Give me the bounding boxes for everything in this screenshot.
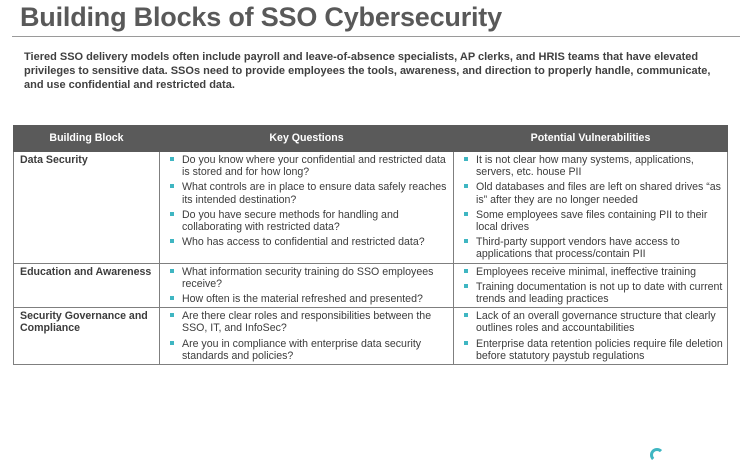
square-bullet-icon [464,157,468,161]
vulnerabilities-cell [454,152,728,264]
square-bullet-icon [464,341,468,345]
list-item: What information security training do SSO employees receive? [166,266,449,290]
list-item: Lack of an overall governance structure that clearly outlines roles and accountabilities [460,310,723,334]
square-bullet-icon [170,296,174,300]
square-bullet-icon [170,313,174,317]
square-bullet-icon [464,212,468,216]
square-bullet-icon [464,269,468,273]
building-blocks-table [13,125,728,365]
square-bullet-icon [170,212,174,216]
list-item: Employees receive minimal, ineffective training [460,266,723,278]
list-item: It is not clear how many systems, applications, servers, etc. house PII [460,154,723,178]
list-item: Are you in compliance with enterprise data security standards and policies? [166,338,449,362]
page-title: Building Blocks of SSO Cybersecurity [20,2,502,32]
list-item: Third-party support vendors have access to applications that process/contain PII [460,236,723,260]
square-bullet-icon [170,269,174,273]
square-bullet-icon [464,184,468,188]
title-divider [12,36,740,37]
block-cell: Data Security [14,152,160,264]
square-bullet-icon [170,239,174,243]
list-item: Do you have secure methods for handling and collaborating with restricted data? [166,209,449,233]
header-key-questions: Key Questions [160,126,454,152]
block-cell: Security Governance and Compliance [14,308,160,365]
vulnerabilities-cell [454,263,728,308]
table-row-education-awareness [14,263,728,308]
header-potential-vulnerabilities: Potential Vulnerabilities [454,126,728,152]
square-bullet-icon [170,157,174,161]
list-item: Are there clear roles and responsibilities between the SSO, IT, and InfoSec? [166,310,449,334]
block-cell: Education and Awareness [14,263,160,308]
list-item: Old databases and files are left on shared drives “as is” after they are no longer needed [460,181,723,205]
header-building-block: Building Block [14,126,160,152]
list-item: Training documentation is not up to date with current trends and leading practices [460,281,723,305]
square-bullet-icon [170,341,174,345]
list-item: Enterprise data retention policies require file deletion before statutory paystub regulations [460,338,723,362]
table-row-data-security [14,152,728,264]
square-bullet-icon [464,313,468,317]
list-item: Some employees save files containing PII to their local drives [460,209,723,233]
list-item: How often is the material refreshed and presented? [166,293,449,305]
square-bullet-icon [464,284,468,288]
questions-cell [160,263,454,308]
square-bullet-icon [170,184,174,188]
intro-paragraph: Tiered SSO delivery models often include payroll and leave-of-absence specialists, AP clerks, and HRIS teams that have elevated privileges to sensitive data. SSOs need to provide employees the tools, awareness, and direction to properly handle, communicate, and use confidential and restricted data. [24,51,711,91]
table-header-row [14,126,728,152]
list-item: Do you know where your confidential and restricted data is stored and for how long? [166,154,449,178]
table-row-security-governance [14,308,728,365]
questions-cell [160,308,454,365]
square-bullet-icon [464,239,468,243]
vulnerabilities-cell [454,308,728,365]
list-item: Who has access to confidential and restricted data? [166,236,449,248]
list-item: What controls are in place to ensure data safely reaches its intended destination? [166,181,449,205]
questions-cell [160,152,454,264]
